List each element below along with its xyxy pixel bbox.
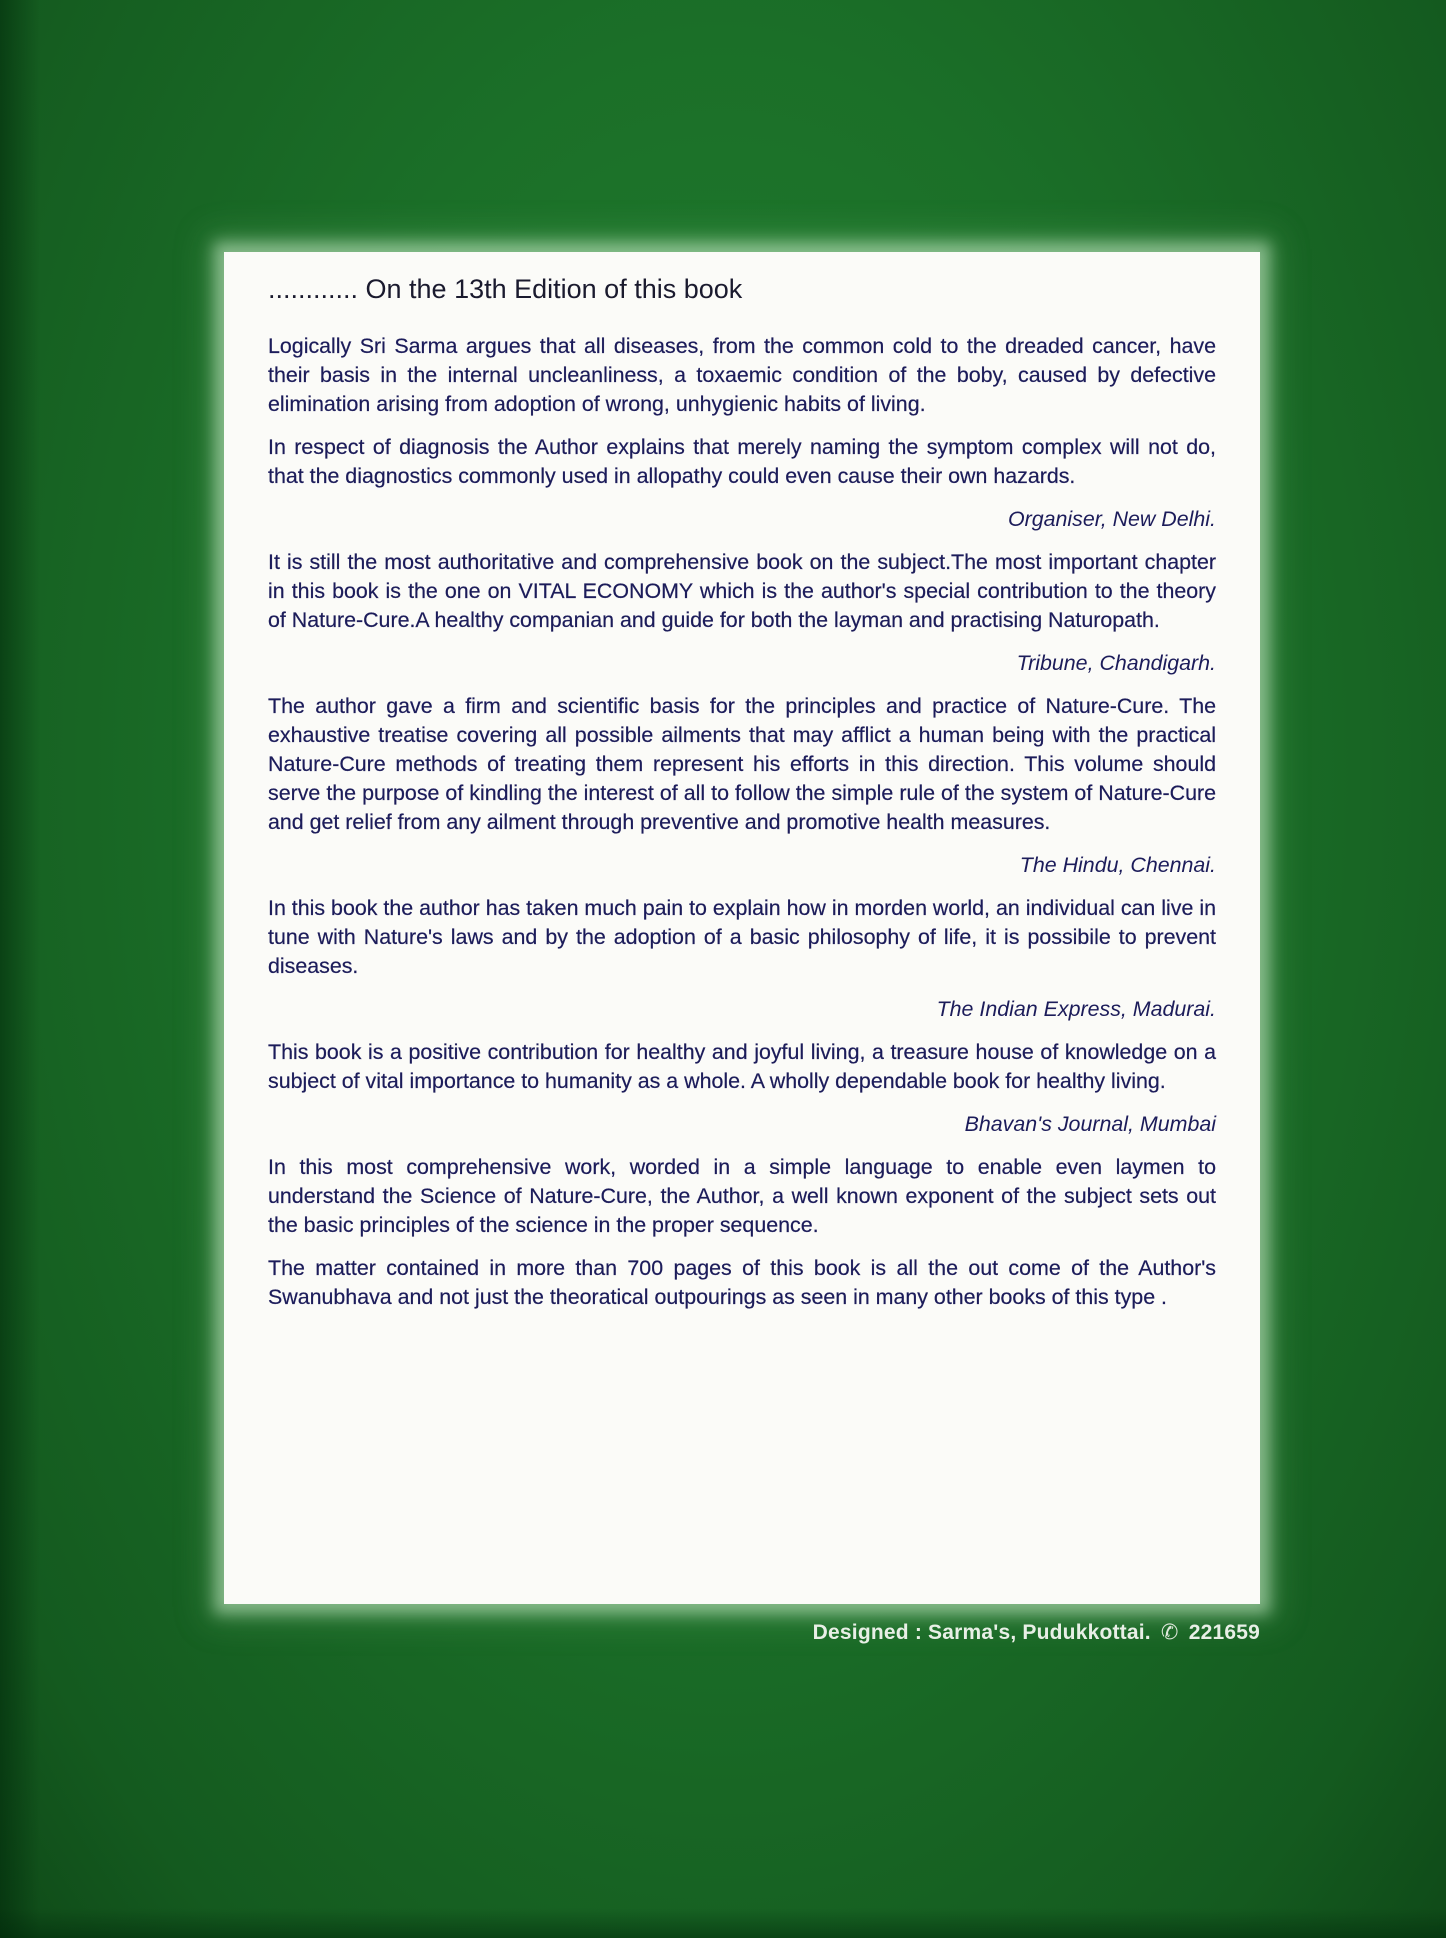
cover-bottom-shadow (0, 1908, 1446, 1938)
phone-icon: ✆ (1160, 1621, 1179, 1644)
review-paragraph: This book is a positive contribution for healthy and joyful living, a treasure house of knowledge on a subject of vital importance to humanity as a whole. A wholly dependable book for healthy living. (268, 1040, 1216, 1093)
review-paragraph: In this most comprehensive work, worded in a simple language to enable even laymen to understand the Science of Nature-Cure, the Author, a well known exponent of the subject sets out the basic principles of the science in the proper sequence. (268, 1155, 1216, 1237)
review-source: The Hindu, Chennai. (1019, 853, 1216, 877)
designer-label: Designed : Sarma's, Pudukkottai. (812, 1621, 1151, 1644)
review-paragraph: In this book the author has taken much pain to explain how in morden world, an individual can live in tune with Nature's laws and by the adoption of a basic philosophy of life, it is possibile to prevent diseases. (268, 896, 1216, 978)
phone-number: 221659 (1188, 1621, 1260, 1644)
review-paragraph: The matter contained in more than 700 pages of this book is all the out come of the Author's Swanubhava and not just the theoratical outpourings as seen in many other books of this type . (268, 1256, 1216, 1309)
review-paragraph: It is still the most authoritative and comprehensive book on the subject.The most important chapter in this book is the one on VITAL ECONOMY which is the author's special contribution to the theory of Nature-Cure.A healthy companian and guide for both the layman and practising Naturopath. (268, 550, 1216, 632)
review-source: The Indian Express, Madurai. (936, 997, 1216, 1021)
review-paragraph: In respect of diagnosis the Author explains that merely naming the symptom complex will not do, that the diagnostics commonly used in allopathy could even cause their own hazards. (268, 435, 1216, 488)
review-paragraph: The author gave a firm and scientific basis for the principles and practice of Nature-Cure. The exhaustive treatise covering all possible ailments that may afflict a human being with the practical Nature-Cure methods of treating them represent his efforts in this direction. This volume should serve the purpose of kindling the interest of all to follow the simple rule of the system of Nature-Cure and get relief from any ailment through preventive and promotive health measures. (268, 694, 1216, 834)
cover-edge-shadow (0, 0, 40, 1938)
review-paragraph: Logically Sri Sarma argues that all diseases, from the common cold to the dreaded cancer, have their basis in the internal uncleanliness, a toxaemic condition of the boby, caused by defective elimination arising from adoption of wrong, unhygienic habits of living. (268, 334, 1216, 416)
review-source: Organiser, New Delhi. (1007, 507, 1216, 531)
reviews-panel (224, 252, 1260, 1604)
panel-heading: ............ On the 13th Edition of this book (268, 274, 743, 304)
review-source: Tribune, Chandigarh. (1016, 651, 1216, 675)
review-source: Bhavan's Journal, Mumbai (964, 1112, 1216, 1136)
designer-credit (0, 1620, 1260, 1645)
